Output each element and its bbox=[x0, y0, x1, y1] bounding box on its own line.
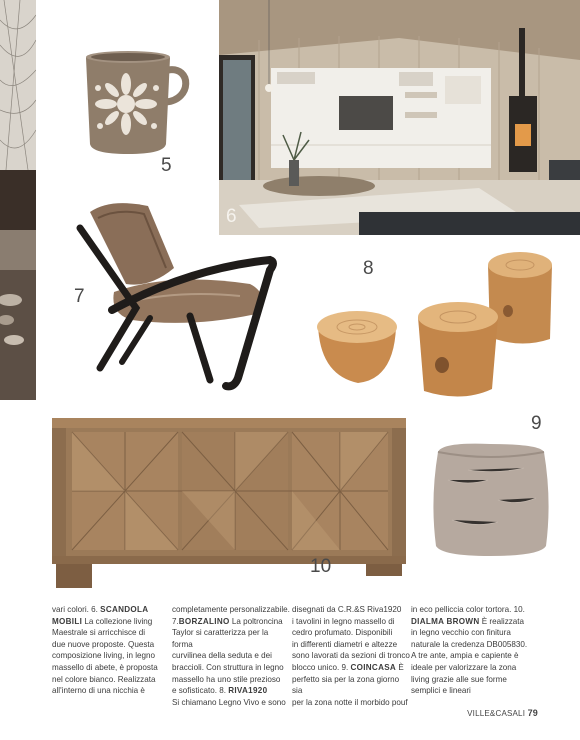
armchair-image bbox=[70, 198, 285, 398]
text-column-3 bbox=[292, 604, 410, 708]
body-text: Si chiamano Legno Vivo e sono bbox=[172, 697, 286, 707]
body-text: vari colori. 6. bbox=[52, 605, 101, 614]
brand-name: DIALMA BROWN bbox=[411, 616, 480, 626]
brand-name: COINCASA bbox=[350, 662, 397, 672]
body-text: È perfetto sia per la zona giorno sia per la zona notte il morbido pouf bbox=[292, 662, 408, 707]
item-number-5: 5 bbox=[161, 155, 172, 176]
text-column-2 bbox=[172, 604, 290, 708]
body-text: disegnati da C.R.&S Riva1920 i tavolini in legno massello di cedro profumato. Disponibili in differenti diametri e altezze sono lavorati da sezioni di tronco blocco unico. 9. bbox=[292, 605, 410, 672]
body-text: È realizzata in legno vecchio con finitura naturale la credenza DB005830. A tre ante, ampia e capiente è ideale per valorizzare la zona living grazie alle sue forme semplici e lineari bbox=[411, 616, 528, 696]
left-strip-photo bbox=[0, 0, 36, 400]
body-text: in eco pelliccia color tortora. 10. bbox=[411, 605, 525, 614]
item-number-9: 9 bbox=[531, 413, 542, 434]
brand-name: SCANDOLA MOBILI bbox=[52, 605, 149, 626]
text-column-4 bbox=[411, 604, 529, 697]
body-text: completamente personalizzabile. 7. bbox=[172, 605, 290, 626]
page-footer bbox=[467, 708, 538, 718]
item-number-8: 8 bbox=[363, 258, 374, 279]
wooden-stools-image bbox=[312, 245, 560, 405]
mug-image bbox=[80, 48, 195, 160]
magazine-name: VILLE&CASALI bbox=[467, 709, 526, 718]
body-text: La collezione living Maestrale si arricchisce di due nuove proposte. Questa composizione living, in legno massello di abete, è proposta nel colore bianco. Realizzata all'interno di una nicchia è bbox=[52, 616, 158, 696]
body-text: La poltroncina Taylor si caratterizza per la forma curvilinea della seduta e dei braccioli. Con struttura in legno massello ha uno stile prezioso e sofisticato. 8. bbox=[172, 616, 284, 696]
item-number-10: 10 bbox=[310, 556, 332, 577]
item-number-6: 6 bbox=[226, 206, 237, 227]
brand-name: RIVA1920 bbox=[228, 686, 268, 696]
text-column-1 bbox=[52, 604, 170, 697]
fur-pouf-image bbox=[428, 440, 554, 560]
sideboard-image bbox=[48, 414, 410, 590]
page-number: 79 bbox=[527, 708, 538, 718]
item-number-7: 7 bbox=[74, 286, 85, 307]
brand-name: BORZALINO bbox=[178, 616, 230, 626]
